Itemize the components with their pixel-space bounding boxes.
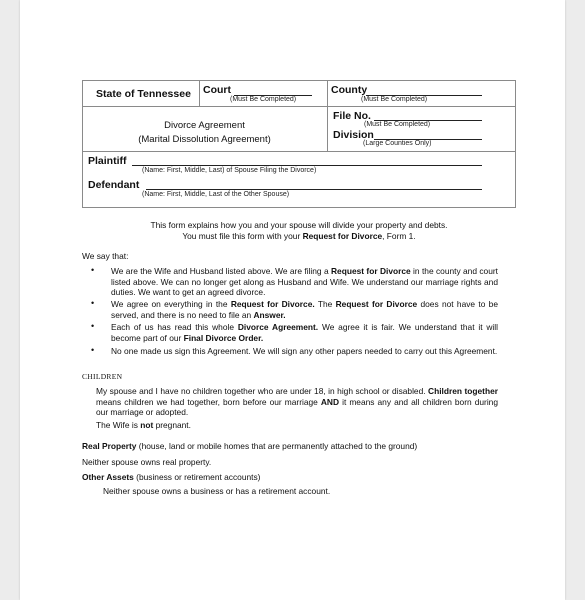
division-hint: (Large Counties Only) [363,140,432,147]
intro-line-1: This form explains how you and your spouse will divide your property and debts. [150,220,448,230]
bullet-icon: • [91,345,95,355]
defendant-label: Defendant [88,179,140,191]
defendant-hint: (Name: First, Middle, Last of the Other Spouse) [142,191,290,198]
we-say-heading: We say that: [82,251,129,261]
statement-2: We agree on everything in the Request for Divorce. The Request for Divorce does not have to be served, and there is no need to file an Answer. [111,299,498,320]
file-no-label: File No. [333,110,371,122]
intro-line-2: You must file this form with your Request for Divorce, Form 1. [182,231,416,241]
form-title: Divorce Agreement [164,120,245,131]
bullet-icon: • [91,298,95,308]
statement-1: We are the Wife and Husband listed above. We are filing a Request for Divorce in the county and court listed above. We can no longer get along as Husband and Wife. We understand our marriage rights and duties. We want to get an agreed divorce. [111,266,498,298]
plaintiff-hint: (Name: First, Middle, Last) of Spouse Filing the Divorce) [142,167,317,174]
defendant-field[interactable] [146,189,482,190]
bullet-icon: • [91,321,95,331]
real-property-statement: Neither spouse owns real property. [82,457,212,467]
plaintiff-field[interactable] [132,165,482,166]
table-divider [82,151,516,152]
state-label: State of Tennessee [96,88,191,100]
file-no-hint: (Must Be Completed) [364,121,431,128]
court-label: Court [203,84,231,96]
plaintiff-label: Plaintiff [88,155,127,167]
county-label: County [331,84,368,96]
real-property-heading: Real Property (house, land or mobile homes that are permanently attached to the ground) [82,441,418,451]
bullet-icon: • [91,265,95,275]
table-divider [327,80,328,152]
table-divider [199,80,200,107]
county-hint: (Must Be Completed) [361,96,428,103]
division-label: Division [333,129,374,141]
form-subtitle: (Marital Dissolution Agreement) [138,134,271,145]
table-divider [82,106,516,107]
statement-4: No one made us sign this Agreement. We will sign any other papers needed to carry out this Agreement. [111,346,498,356]
document-page [20,0,565,600]
other-assets-heading: Other Assets (business or retirement accounts) [82,472,261,482]
children-heading: CHILDREN [82,372,123,381]
children-paragraph: My spouse and I have no children together who are under 18, in high school or disabled. Children together means children we had together, born before our marriage AND it means any and all children born during our marriage or adopted. [96,386,498,418]
pregnancy-statement: The Wife is not pregnant. [96,420,191,430]
other-assets-statement: Neither spouse owns a business or has a retirement account. [103,486,331,496]
statement-3: Each of us has read this whole Divorce Agreement. We agree it is fair. We understand that it will become part of our Final Divorce Order. [111,322,498,343]
court-hint: (Must Be Completed) [230,96,297,103]
